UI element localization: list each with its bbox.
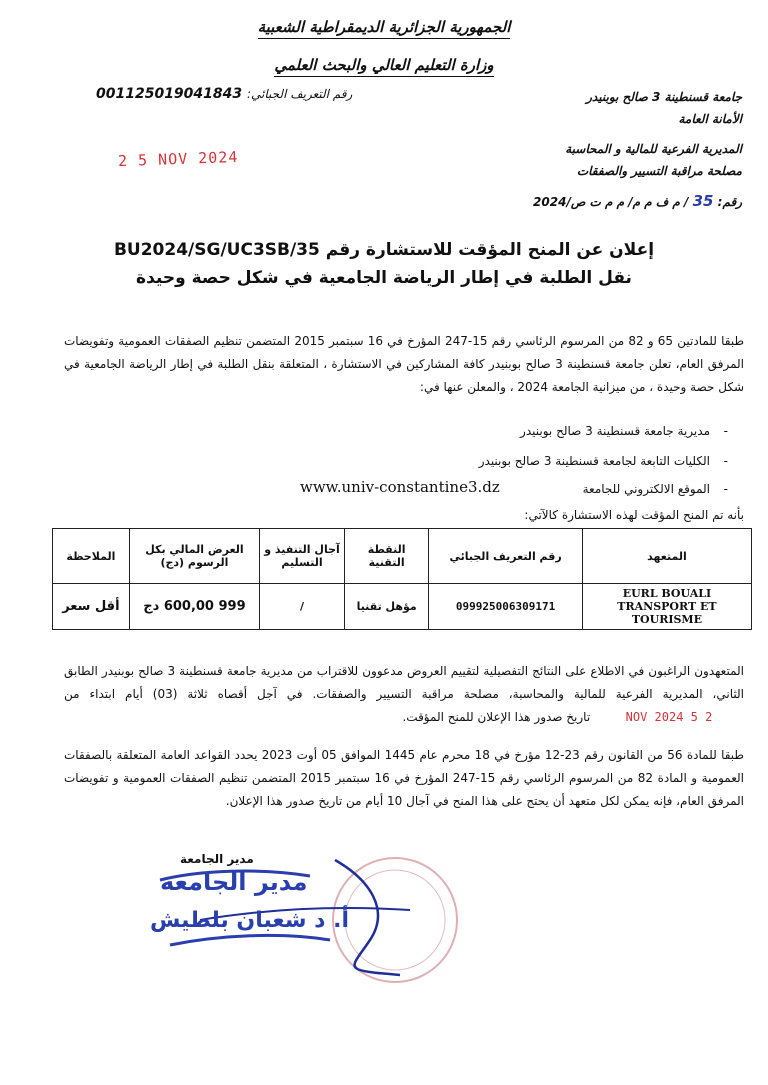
- reference-suffix: / م ف م م/ م م ت ص/2024: [533, 195, 689, 209]
- appeal-paragraph: طبقا للمادة 56 من القانون رقم 23-12 مؤرخ في 18 محرم عام 1445 الموافق 05 أوت 2023 يحدد القواعد العامة المتعلقة بالصفقات العمومية و المادة 82 من المرسوم الرئاسي رقم 15-247 المؤرخ في 16 سبتمبر 2015 المتضمن تنظيم الصفقات العمومية و تفويضات المرفق العام، فإنه يمكن لكل متعهد أن يحتج على هذا المنح في آجال 10 أيام من تاريخ صدور هذا الإعلان.: [64, 748, 744, 808]
- col-note: الملاحظة: [53, 529, 130, 584]
- issuer-block: [412, 86, 742, 182]
- stamp-person: أ. د شعبان بلطيش: [150, 908, 349, 933]
- date-stamp: 2 5 NOV 2024: [117, 147, 239, 171]
- list-item: -مديرية جامعة قسنطينة 3 صالح بوبنيدر: [520, 424, 728, 438]
- reference-number: 35: [692, 192, 714, 210]
- sub-directorate: المديرية الفرعية للمالية و المحاسبة: [565, 142, 742, 156]
- list-item: -الكليات التابعة لجامعة قسنطينة 3 صالح بوبنيدر: [478, 454, 728, 468]
- table-intro: بأنه تم المنح المؤقت لهذه الاستشارة كالآتي:: [524, 508, 744, 522]
- tax-id-value: 001125019041843: [96, 86, 243, 102]
- table-row: [53, 584, 752, 630]
- signature-stamp: [140, 840, 560, 980]
- republic-header: الجمهورية الجزائرية الديمقراطية الشعبية: [0, 18, 768, 36]
- tax-id-label: رقم التعريف الجبائي:: [247, 87, 353, 101]
- note-cell: أقل سعر: [53, 584, 130, 630]
- list-item: -الموقع الالكتروني للجامعة: [582, 482, 728, 496]
- university-name: جامعة قسنطينة 3 صالح بوبنيدر: [586, 90, 742, 104]
- general-secretariat: الأمانة العامة: [678, 112, 742, 126]
- bidder-cell: EURL BOUALI TRANSPORT ET TOURISME: [582, 584, 751, 630]
- date-stamp-inline: 2 5 NOV 2024: [625, 710, 713, 724]
- tax-id-cell: 099925006309171: [429, 584, 583, 630]
- signature-title: مدير الجامعة: [180, 852, 254, 866]
- announcement-subtitle: نقل الطلبة في إطار الرياضة الجامعية في شكل حصة وحيدة: [136, 268, 632, 288]
- col-technical: النقطة التقنية: [344, 529, 428, 584]
- delay-cell: /: [260, 584, 345, 630]
- amount-cell: 999 600,00 دج: [129, 584, 259, 630]
- award-table: [52, 528, 752, 630]
- announcement-title: إعلان عن المنح المؤقت للاستشارة رقم BU2024/SG/UC3SB/35: [113, 240, 655, 260]
- col-amount: العرض المالي بكل الرسوم (دج): [129, 529, 259, 584]
- website-link[interactable]: www.univ-constantine3.dz: [300, 478, 500, 496]
- technical-cell: مؤهل تقنيا: [344, 584, 428, 630]
- stamp-name: مدير الجامعة: [160, 868, 308, 896]
- reference-line: [533, 192, 742, 210]
- results-paragraph: المتعهدون الراغبون في الاطلاع على النتائج التفصيلية لتقييم العروض مدعوون للاقتراب من مديرية جامعة قسنطينة 3 صالح بوبنيدر الطابق الثاني، المديرية الفرعية للمالية والمحاسبة، مصلحة مراقبة التسيير والصفقات. في آجل أقصاه ثلاثة (03) أيام ابتداء من 2 5 NOV 2024 تاريخ صدور هذا الإعلان للمنح المؤقت.: [64, 660, 744, 729]
- col-delay: آجال التنفيذ و التسليم: [260, 529, 345, 584]
- col-tax-id: رقم التعريف الجبائي: [429, 529, 583, 584]
- tax-id-line: [96, 86, 416, 102]
- ministry-header: وزارة التعليم العالي والبحث العلمي: [0, 56, 768, 74]
- table-header-row: [53, 529, 752, 584]
- col-bidder: المتعهد: [582, 529, 751, 584]
- intro-paragraph: طبقا للمادتين 65 و 82 من المرسوم الرئاسي رقم 15-247 المؤرخ في 16 سبتمبر 2015 المتضمن تنظيم الصفقات العمومية وتفويضات المرفق العام، تعلن جامعة قسنطينة 3 صالح بوبنيدر كافة المشاركين في الاستشارة ، المتعلقة بنقل الطلبة في إطار الرياضة الجامعية في شكل حصة وحيدة ، من ميزانية الجامعة 2024 ، والمعلن عنها في:: [64, 334, 744, 394]
- reference-prefix: رقم:: [717, 195, 742, 209]
- service-name: مصلحة مراقبة التسيير والصفقات: [576, 164, 742, 178]
